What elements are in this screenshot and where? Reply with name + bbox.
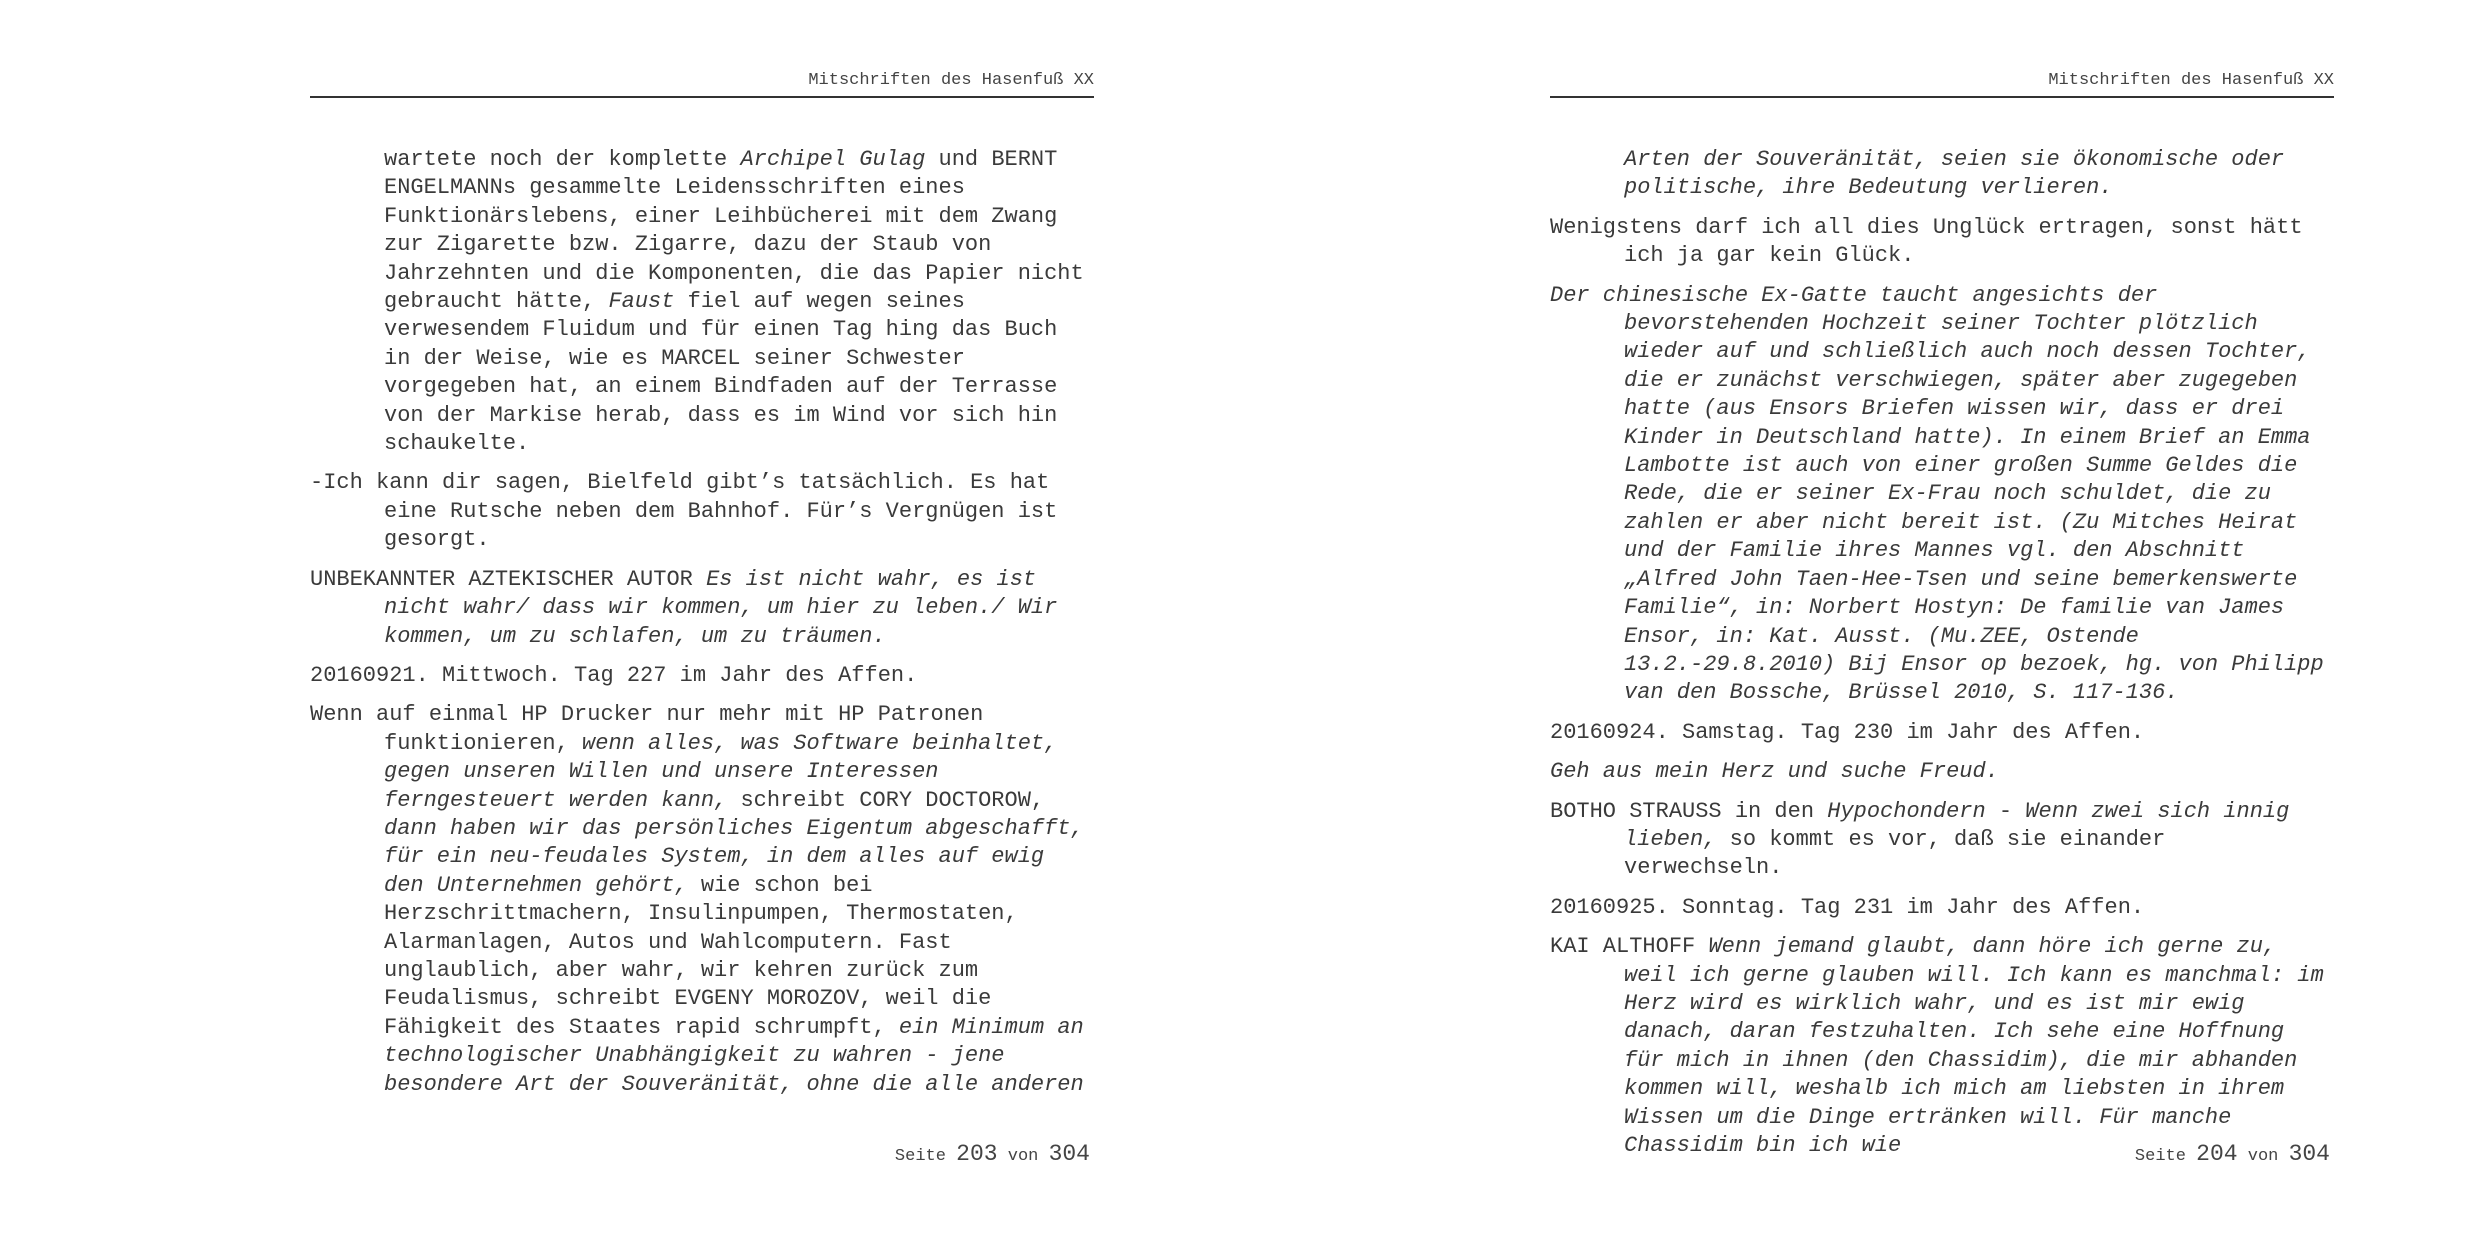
paragraph bbox=[310, 662, 1094, 690]
text-segment: UNBEKANNTER AZTEKISCHER AUTOR bbox=[310, 566, 707, 592]
italic-text-segment: Geh aus mein Herz und suche Freud. bbox=[1550, 759, 1999, 785]
paragraph bbox=[1550, 719, 2334, 747]
paragraph bbox=[1550, 758, 2334, 786]
italic-text-segment: Archipel Gulag bbox=[740, 147, 926, 172]
italic-text-segment: Wenn jemand glaubt, dann höre ich gerne zu, weil ich gerne glauben will. Ich kann es manchmal: im Herz wird es wirklich wahr, und es ist mir ewig danach, daran festzuhalten. Ich sehe eine Hoffnung für mich in ihnen (den Chassidim), die mir abhanden kommen will, weshalb ich mich am liebsten in ihrem Wissen um die Dinge ertränken will. Für manche Chassidim bin ich wie bbox=[1624, 934, 2324, 1158]
paragraph bbox=[1550, 798, 2334, 883]
footer-seite-label: Seite bbox=[894, 1147, 946, 1166]
text-segment: Wenigstens darf ich all dies Unglück ertragen, sonst hätt ich ja gar kein Glück. bbox=[1550, 214, 2303, 269]
text-segment: schreibt CORY DOCTOROW, bbox=[727, 787, 1045, 813]
footer-von-label: von bbox=[2247, 1147, 2279, 1166]
paragraph bbox=[1550, 214, 2334, 271]
text-segment: 20160925. Sonntag. Tag 231 im Jahr des Affen. bbox=[1550, 894, 2145, 920]
running-header: Mitschriften des Hasenfuß XX bbox=[1550, 71, 2334, 98]
left-page bbox=[310, 0, 1100, 1240]
text-segment: BOTHO STRAUSS in den bbox=[1550, 798, 1828, 824]
text-segment: fiel auf wegen seines verwesendem Fluidum und für einen Tag hing das Buch in der Weise, wie es MARCEL seiner Schwester vorgegeben hat, an einem Bindfaden auf der Terrasse von der Markise herab, dass es im Wind vor sich hin schaukelte. bbox=[384, 289, 1058, 457]
text-segment: 20160924. Samstag. Tag 230 im Jahr des Affen. bbox=[1550, 719, 2145, 745]
footer-page-number: 204 bbox=[2196, 1141, 2238, 1167]
paragraph bbox=[1550, 933, 2334, 1160]
footer-von-label: von bbox=[1007, 1147, 1039, 1166]
page-content bbox=[310, 146, 1094, 1110]
page-footer bbox=[310, 1141, 1090, 1170]
text-segment: KAI ALTHOFF bbox=[1550, 934, 1709, 960]
footer-seite-label: Seite bbox=[2134, 1147, 2186, 1166]
paragraph bbox=[310, 566, 1094, 651]
text-segment: -Ich kann dir sagen, Bielfeld gibt’s tatsächlich. Es hat eine Rutsche neben dem Bahnhof. Für’s Vergnügen ist gesorgt. bbox=[310, 470, 1058, 553]
running-header: Mitschriften des Hasenfuß XX bbox=[310, 71, 1094, 98]
footer-total-pages: 304 bbox=[1048, 1141, 1090, 1167]
paragraph bbox=[1550, 894, 2334, 922]
paragraph bbox=[310, 469, 1094, 554]
footer-page-number: 203 bbox=[956, 1141, 998, 1167]
footer-total-pages: 304 bbox=[2288, 1141, 2330, 1167]
text-segment: - bbox=[1985, 798, 2026, 824]
text-segment: wartete noch der komplette bbox=[384, 147, 741, 172]
paragraph bbox=[310, 701, 1094, 1099]
text-segment: und BERNT ENGELMANNs gesammelte Leidensschriften eines Funktionärslebens, einer Leihbücherei mit dem Zwang zur Zigarette bzw. Zigarre, dazu der Staub von Jahrzehnten und die Komponenten, die das Papier nicht gebraucht hätte, bbox=[384, 147, 1084, 315]
page-footer bbox=[1550, 1141, 2330, 1170]
text-segment: 20160921. Mittwoch. Tag 227 im Jahr des Affen. bbox=[310, 662, 918, 688]
italic-text-segment: dann haben wir das persönliches Eigentum abgeschafft, für ein neu-feudales System, in dem alles auf ewig den Unternehmen gehört, bbox=[384, 815, 1084, 898]
right-page bbox=[1550, 0, 2340, 1240]
continued-paragraph bbox=[310, 146, 1094, 458]
italic-text-segment: Arten der Souveränität, seien sie ökonomische oder politische, ihre Bedeutung verlieren. bbox=[1624, 147, 2285, 201]
text-segment: so kommt es vor, daß sie einander verwechseln. bbox=[1624, 826, 2166, 881]
italic-text-segment: Wenn zwei sich innig lieben, bbox=[1624, 798, 2290, 852]
italic-text-segment: wenn alles, was Software beinhaltet, gegen unseren Willen und unsere Interessen ferngesteuert werden kann, bbox=[384, 730, 1058, 813]
italic-text-segment: Hypochondern bbox=[1827, 798, 1986, 824]
italic-text-segment: ein Minimum an technologischer Unabhängigkeit zu wahren - jene besondere Art der Souveränität, ohne die alle anderen bbox=[384, 1014, 1084, 1097]
continued-paragraph bbox=[1550, 146, 2334, 203]
page-content bbox=[1550, 146, 2334, 1171]
italic-text-segment: Faust bbox=[608, 289, 675, 315]
text-segment: Wenn auf einmal HP Drucker nur mehr mit HP Patronen funktionieren, bbox=[310, 702, 984, 756]
paragraph bbox=[1550, 282, 2334, 708]
italic-text-segment: Es ist nicht wahr, es ist nicht wahr/ dass wir kommen, um hier zu leben./ Wir kommen, um zu schlafen, um zu träumen. bbox=[384, 566, 1058, 649]
text-segment: wie schon bei Herzschrittmachern, Insulinpumpen, Thermostaten, Alarmanlagen, Autos und Wahlcomputern. Fast unglaublich, aber wahr, wir kehren zurück zum Feudalismus, schreibt EVGENY MOROZOV, weil die Fähigkeit des Staates rapid schrumpft, bbox=[384, 872, 1018, 1040]
italic-text-segment: Der chinesische Ex-Gatte taucht angesichts der bevorstehenden Hochzeit seiner Tochter plötzlich wieder auf und schließlich auch noch dessen Tochter, die er zunächst verschwiegen, später aber zugegeben hatte (aus Ensors Briefen wissen wir, dass er drei Kinder in Deutschland hatte). In einem Brief an Emma Lambotte ist auch von einer großen Summe Geldes die Rede, die er seiner Ex-Frau noch schuldet, die zu zahlen er aber nicht bereit ist. (Zu Mitches Heirat und der Familie ihres Mannes vgl. den Abschnitt „Alfred John Taen-Hee-Tsen und seine bemerkenswerte Familie“, in: Norbert Hostyn: De familie van James Ensor, in: Kat. Ausst. (Mu.ZEE, Ostende 13.2.-29.8.2010) Bij Ensor op bezoek, hg. von Philipp van den Bossche, Brüssel 2010, S. 117-136. bbox=[1550, 282, 2324, 706]
